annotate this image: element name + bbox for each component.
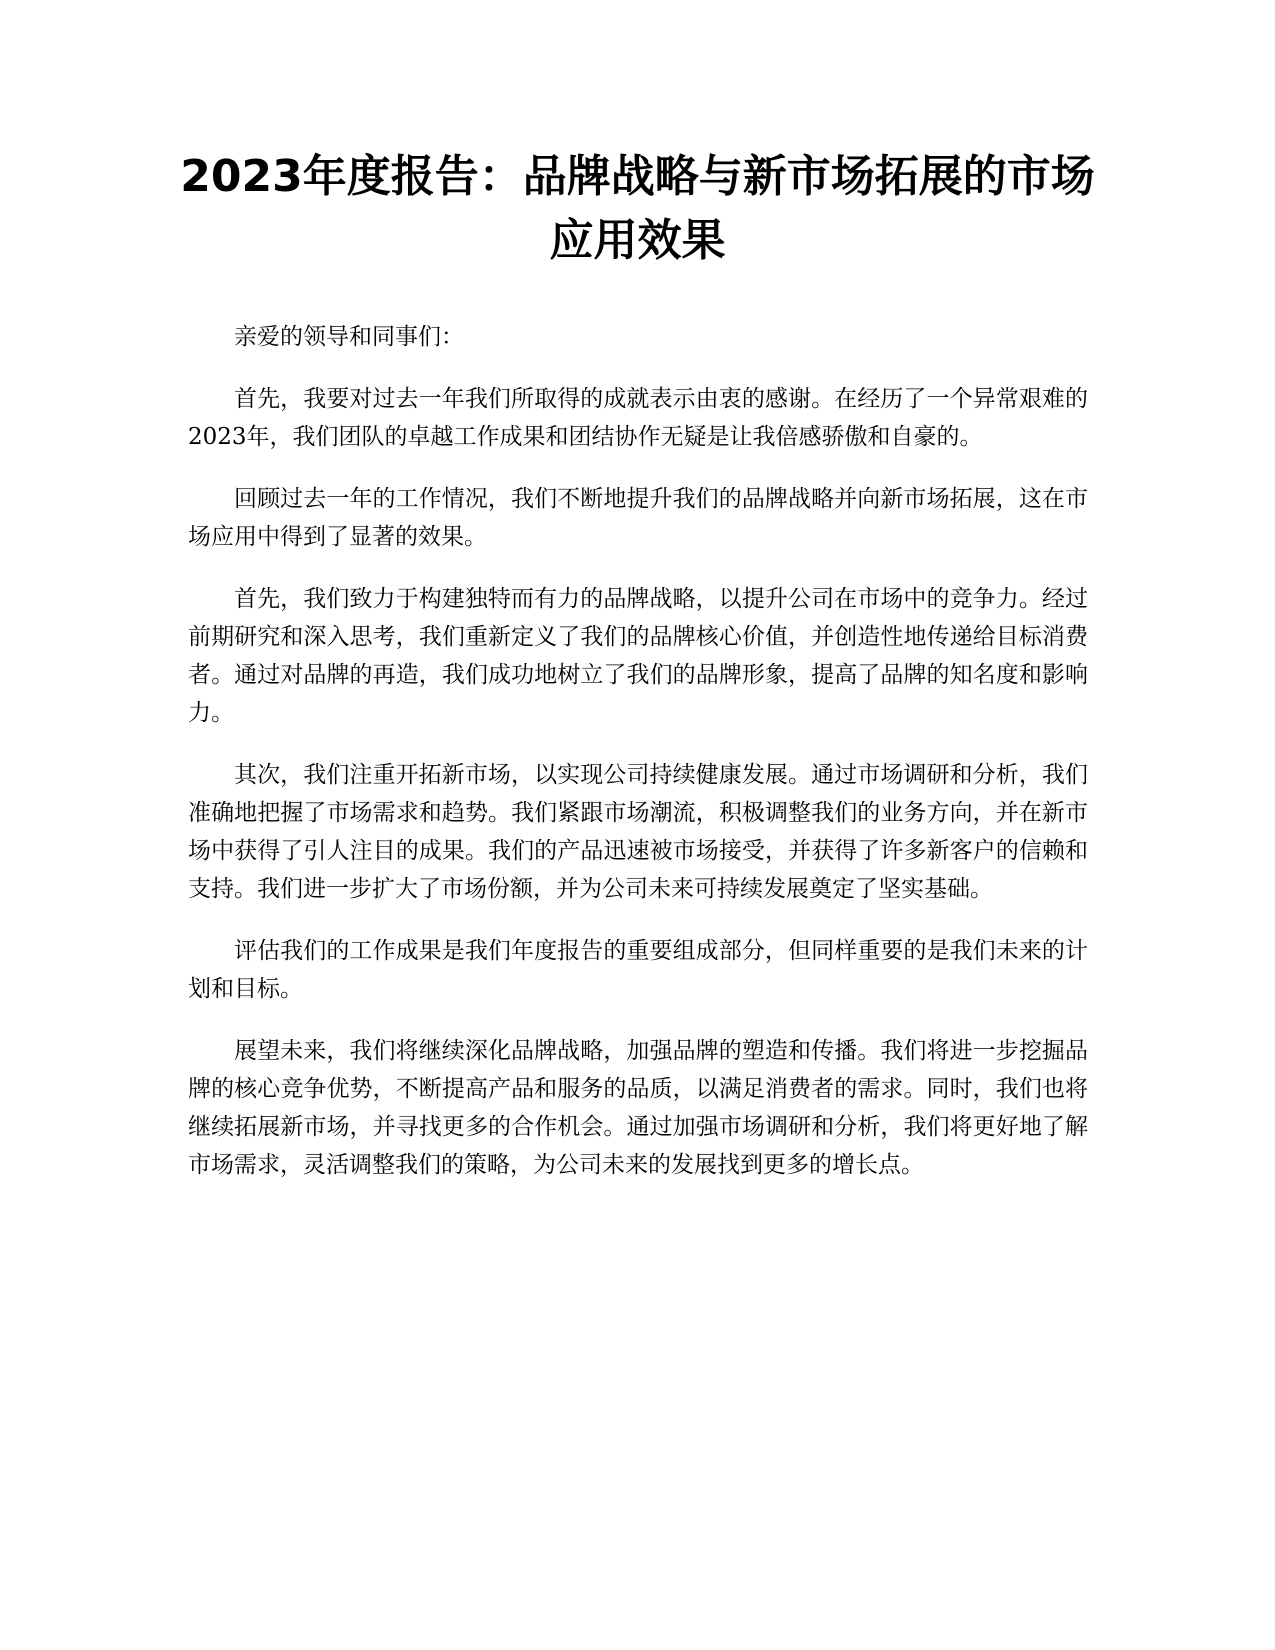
paragraph-5: 评估我们的工作成果是我们年度报告的重要组成部分，但同样重要的是我们未来的计划和目标。	[188, 938, 1088, 1002]
paragraph-4: 其次，我们注重开拓新市场，以实现公司持续健康发展。通过市场调研和分析，我们准确地把握了市场需求和趋势。我们紧跟市场潮流，积极调整我们的业务方向，并在新市场中获得了引人注目的成果。我们的产品迅速被市场接受，并获得了许多新客户的信赖和支持。我们进一步扩大了市场份额，并为公司未来可持续发展奠定了坚实基础。	[188, 762, 1088, 902]
paragraph-6: 展望未来，我们将继续深化品牌战略，加强品牌的塑造和传播。我们将进一步挖掘品牌的核心竞争优势，不断提高产品和服务的品质，以满足消费者的需求。同时，我们也将继续拓展新市场，并寻找更多的合作机会。通过加强市场调研和分析，我们将更好地了解市场需求，灵活调整我们的策略，为公司未来的发展找到更多的增长点。	[188, 1038, 1088, 1178]
paragraph-1: 首先，我要对过去一年我们所取得的成就表示由衷的感谢。在经历了一个异常艰难的2023年，我们团队的卓越工作成果和团结协作无疑是让我倍感骄傲和自豪的。	[188, 386, 1088, 450]
document-body	[188, 318, 1088, 1208]
paragraph-3: 首先，我们致力于构建独特而有力的品牌战略，以提升公司在市场中的竞争力。经过前期研究和深入思考，我们重新定义了我们的品牌核心价值，并创造性地传递给目标消费者。通过对品牌的再造，我们成功地树立了我们的品牌形象，提高了品牌的知名度和影响力。	[188, 586, 1088, 726]
document-title: 2023年度报告：品牌战略与新市场拓展的市场应用效果	[180, 151, 1095, 266]
greeting-paragraph: 亲爱的领导和同事们：	[234, 324, 464, 350]
paragraph-2: 回顾过去一年的工作情况，我们不断地提升我们的品牌战略并向新市场拓展，这在市场应用中得到了显著的效果。	[188, 486, 1088, 550]
